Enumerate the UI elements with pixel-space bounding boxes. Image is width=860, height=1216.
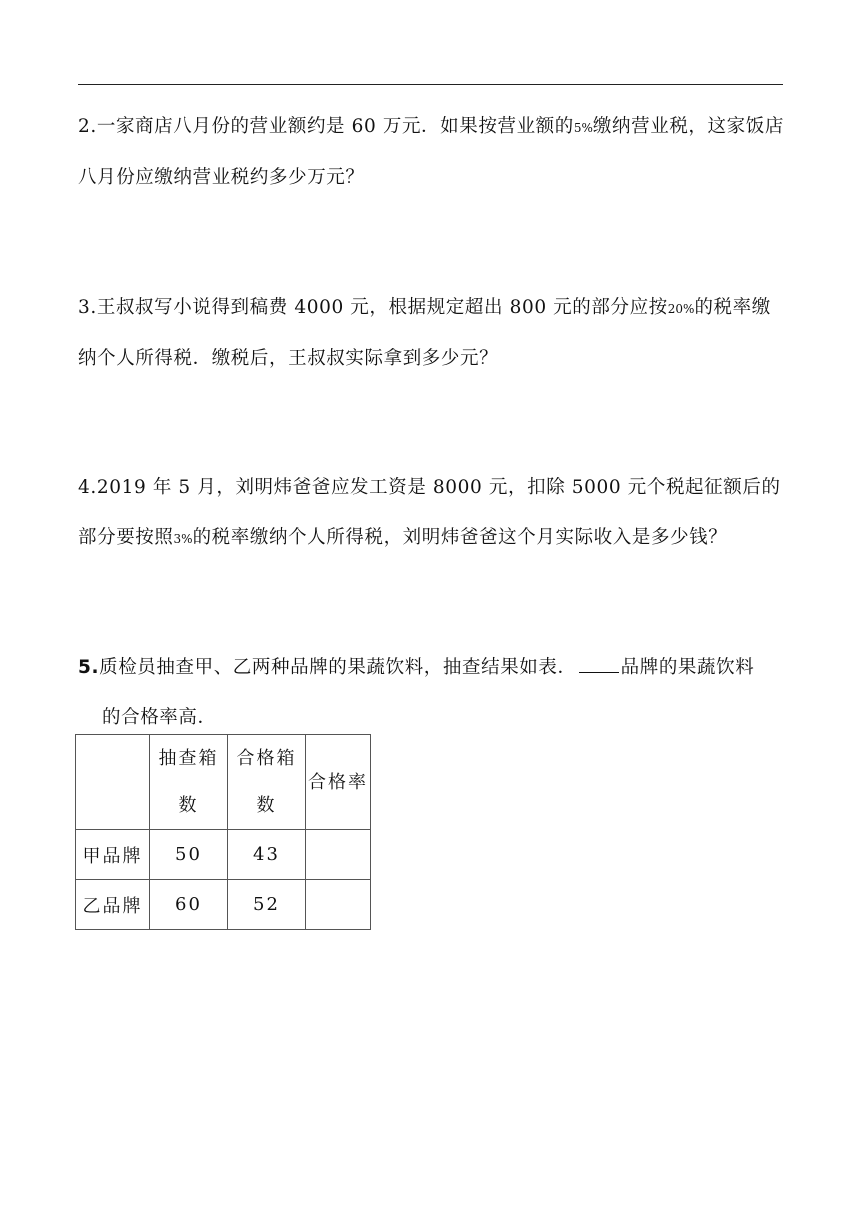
question-5-text-c: 的合格率高． [102,707,217,728]
table-header-rate: 合格率 [306,735,371,830]
answer-blank[interactable] [579,656,619,673]
question-2-percent: 5% [573,121,593,135]
table-row [76,830,371,880]
table-header-qualified: 合格箱 数 [228,735,306,830]
table-cell-brand: 乙品牌 [76,880,150,930]
table-cell-qualified: 52 [228,880,306,930]
question-5-text-a: 质检员抽查甲、乙两种品牌的果蔬饮料，抽查结果如表． [99,657,577,678]
table-header-row [76,735,371,830]
question-4 [78,463,784,564]
question-4-number: 4. [78,477,97,498]
question-2-text-a: 一家商店八月份的营业额约是 60 万元．如果按营业额的 [96,116,574,137]
question-4-percent: 3% [173,532,193,546]
question-2-text-b: 缴纳营业税，这家饭店八月份应缴纳营业税约多少万元？ [78,116,784,188]
question-3-text-a: 王叔叔写小说得到稿费 4000 元，根据规定超出 800 元的部分应按 [96,297,668,318]
question-3-text-b: 的税率缴纳个人所得税．缴税后，王叔叔实际拿到多少元？ [78,297,771,369]
table-cell-brand: 甲品牌 [76,830,150,880]
question-5-text-b: 品牌的果蔬饮料 [620,657,755,678]
question-4-text-a: 2019 年 5 月，刘明炜爸爸应发工资是 8000 元，扣除 5000 元个税起征额后的部分要按照 [78,477,781,548]
question-2 [78,102,784,203]
table-cell-qualified: 43 [228,830,306,880]
table-header-empty [76,735,150,830]
question-5 [78,643,784,743]
quality-table [75,734,371,930]
question-3-percent: 20% [667,302,695,316]
table-row [76,880,371,930]
question-5-number: 5. [78,657,100,678]
question-3-number: 3. [78,297,97,318]
table-cell-checked: 60 [150,880,228,930]
question-3 [78,283,784,384]
table-cell-rate[interactable] [306,830,371,880]
question-2-number: 2. [78,116,97,137]
table-header-checked: 抽查箱 数 [150,735,228,830]
header-rule [78,84,783,85]
question-4-text-b: 的税率缴纳个人所得税，刘明炜爸爸这个月实际收入是多少钱？ [192,527,728,548]
table-cell-rate[interactable] [306,880,371,930]
table-cell-checked: 50 [150,830,228,880]
